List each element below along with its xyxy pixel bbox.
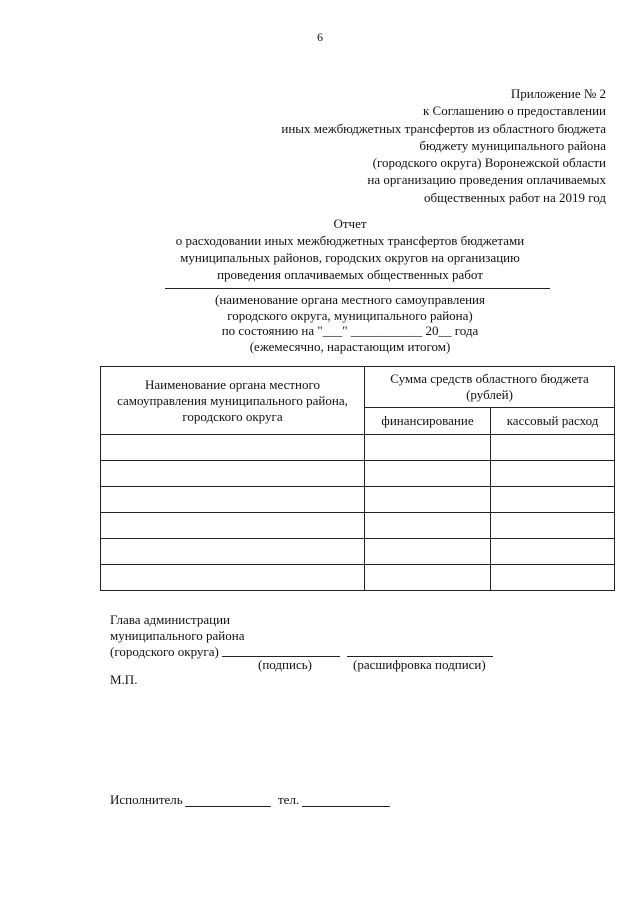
table-cell-financing[interactable] — [365, 513, 491, 539]
table-cell-cash[interactable] — [491, 539, 615, 565]
col-header-financing: финансирование — [365, 408, 491, 435]
appendix-line: на организацию проведения оплачиваемых — [367, 172, 606, 188]
signature-block — [110, 612, 244, 660]
table-cell-org[interactable] — [101, 539, 365, 565]
table-cell-financing[interactable] — [365, 539, 491, 565]
report-frequency-note: (ежемесячно, нарастающим итогом) — [249, 338, 451, 354]
signature-title-line: (городского округа) — [110, 644, 219, 659]
org-name-block — [140, 292, 560, 354]
table-cell-financing[interactable] — [365, 461, 491, 487]
appendix-line: общественных работ на 2019 год — [423, 189, 606, 205]
table-row — [101, 435, 615, 461]
col-header-budget-sum: Сумма средств областного бюджета (рублей) — [365, 367, 615, 408]
org-caption-line: (наименование органа местного самоуправления — [215, 292, 485, 307]
table-cell-org[interactable] — [101, 565, 365, 591]
table-cell-cash[interactable] — [491, 513, 615, 539]
table-row — [101, 487, 615, 513]
signature-title-line: муниципального района — [110, 628, 245, 643]
org-name-fill-line[interactable] — [165, 288, 550, 289]
signature-caption: (подпись) — [258, 657, 312, 672]
table-cell-cash[interactable] — [491, 435, 615, 461]
stamp-place-label: М.П. — [110, 672, 138, 687]
report-subtitle-line: проведения оплачиваемых общественных работ — [217, 267, 483, 282]
appendix-line: иных межбюджетных трансфертов из областного бюджета — [281, 120, 606, 136]
table-cell-cash[interactable] — [491, 461, 615, 487]
appendix-line: бюджету муниципального района — [419, 137, 606, 153]
report-subtitle-line: муниципальных районов, городских округов на организацию — [180, 250, 520, 265]
table-cell-financing[interactable] — [365, 487, 491, 513]
table-cell-org[interactable] — [101, 435, 365, 461]
appendix-header — [266, 85, 606, 206]
report-subtitle-line: о расходовании иных межбюджетных трансфертов бюджетами — [175, 233, 525, 248]
col-header-org-name: Наименование органа местного самоуправления муниципального района, городского округа — [101, 367, 365, 435]
table-cell-cash[interactable] — [491, 487, 615, 513]
org-caption-line: городского округа, муниципального района) — [227, 307, 473, 323]
appendix-line: Приложение № 2 — [510, 86, 606, 101]
report-date-line: по состоянию на "___" ___________ 20__ года — [221, 323, 479, 338]
table-row — [101, 461, 615, 487]
signature-decoding-caption: (расшифровка подписи) — [353, 657, 486, 672]
table-cell-org[interactable] — [101, 487, 365, 513]
phone-fill-line[interactable] — [302, 806, 390, 807]
table-cell-org[interactable] — [101, 513, 365, 539]
appendix-line: к Соглашению о предоставлении — [422, 103, 606, 119]
table-cell-org[interactable] — [101, 461, 365, 487]
table-cell-cash[interactable] — [491, 565, 615, 591]
executor-fill-line[interactable] — [185, 806, 271, 807]
executor-label: Исполнитель — [110, 792, 183, 807]
report-table — [100, 366, 615, 591]
appendix-line: (городского округа) Воронежской области — [372, 155, 606, 171]
table-row — [101, 539, 615, 565]
report-title-block — [140, 215, 560, 283]
col-header-cash-expense: кассовый расход — [491, 408, 615, 435]
table-row — [101, 513, 615, 539]
signature-title-line: Глава администрации — [110, 612, 231, 627]
phone-label: тел. — [278, 792, 300, 807]
report-title: Отчет — [333, 216, 367, 231]
table-cell-financing[interactable] — [365, 435, 491, 461]
page-number: 6 — [317, 30, 323, 44]
table-cell-financing[interactable] — [365, 565, 491, 591]
table-row — [101, 565, 615, 591]
